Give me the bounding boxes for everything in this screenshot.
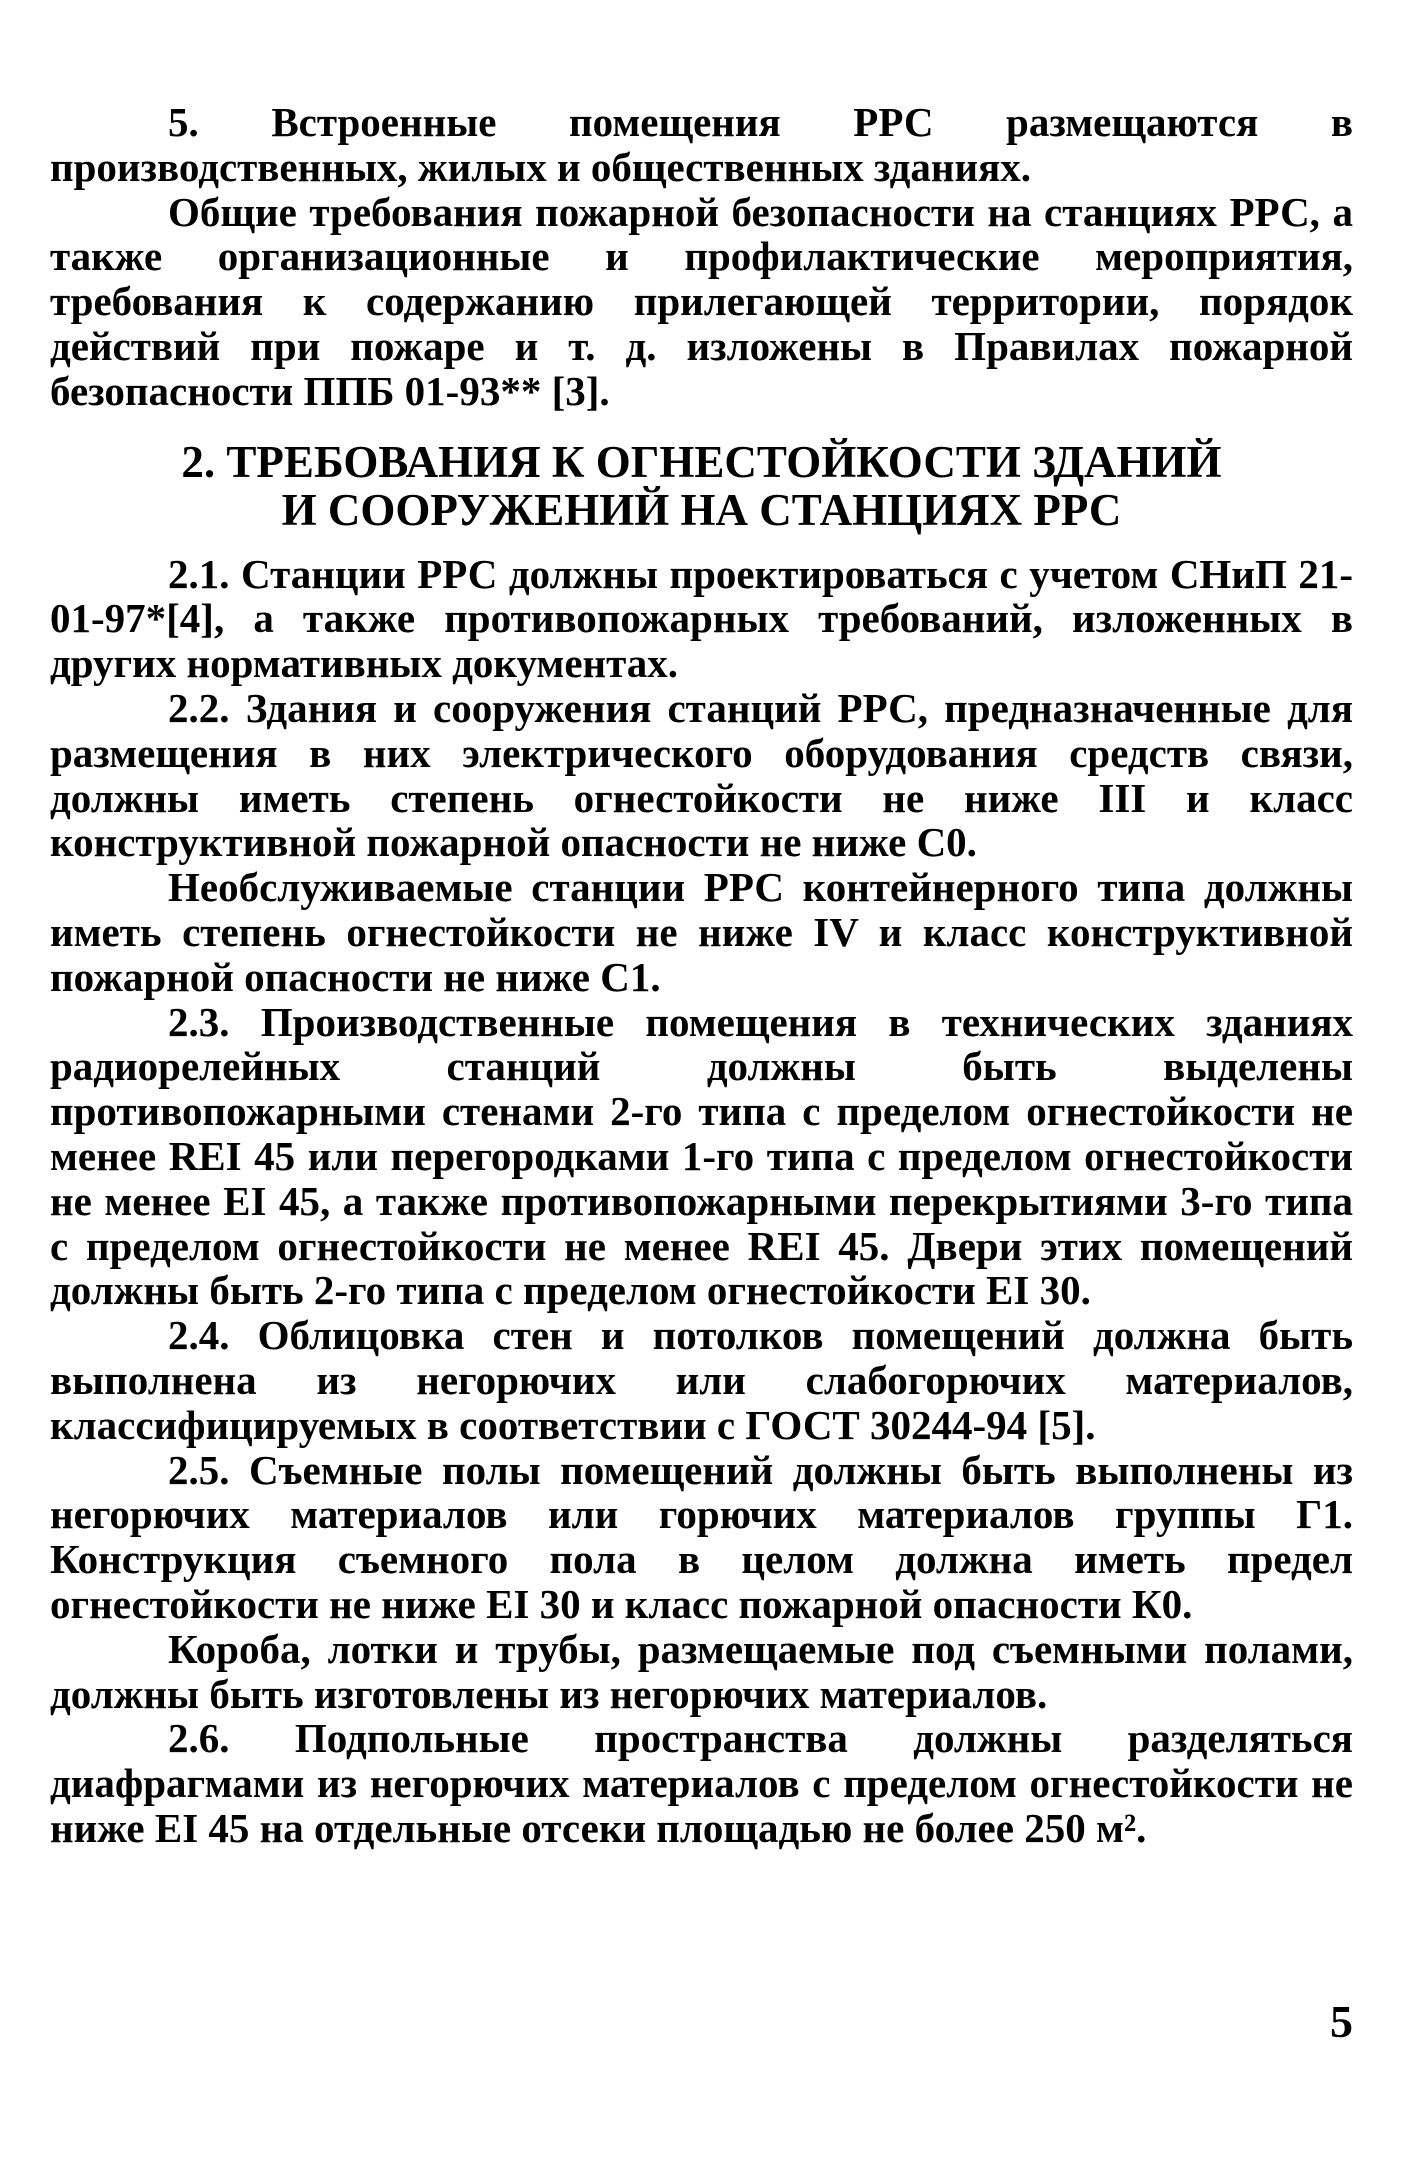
paragraph-general-requirements: Общие требования пожарной безопасности на станциях РРС, а также организационные и профилактические мероприятия, требования к содержанию прилегающей территории, порядок действий при пожаре и т. д. изложены в Правилах пожарной безопасности ППБ 01-93** [3].: [50, 188, 1353, 414]
section-heading-line-1: 2. ТРЕБОВАНИЯ К ОГНЕСТОЙКОСТИ ЗДАНИЙ: [181, 436, 1222, 487]
paragraph-2-6: 2.6. Подпольные пространства должны разделяться диафрагмами из негорючих материалов с пределом огнестойкости не ниже EI 45 на отдельные отсеки площадью не более 250 м².: [50, 1715, 1353, 1851]
paragraph-unattended-stations: Необслуживаемые станции РРС контейнерного типа должны иметь степень огнестойкости не ниже IV и класс конструктивной пожарной опасности не ниже С1.: [50, 864, 1353, 1000]
paragraph-cable-ducts: Короба, лотки и трубы, размещаемые под съемными полами, должны быть изготовлены из негорючих материалов.: [50, 1625, 1353, 1717]
section-heading-line-2: И СООРУЖЕНИЙ НА СТАНЦИЯХ РРС: [281, 484, 1122, 535]
paragraph-2-2: 2.2. Здания и сооружения станций РРС, предназначенные для размещения в них электрического оборудования средств связи, должны иметь степень огнестойкости не ниже III и класс конструктивной пожарной опасности не ниже С0.: [50, 684, 1353, 866]
paragraph-2-5: 2.5. Съемные полы помещений должны быть выполнены из негорючих материалов или горючих материалов группы Г1. Конструкция съемного пола в целом должна иметь предел огнестойкости не ниже EI 30 и класс пожарной опасности К0.: [50, 1446, 1353, 1627]
paragraph-2-3: 2.3. Производственные помещения в технических зданиях радиорелейных станций должны быть выделены противопожарными стенами 2-го типа с пределом огнестойкости не менее REI 45 или перегородками 1-го типа с пределом огнестойкости не менее EI 45, а также противопожарными перекрытиями 3-го типа с пределом огнестойкости не менее REI 45. Двери этих помещений должны быть 2-го типа с пределом огнестойкости EI 30.: [50, 998, 1353, 1314]
page-number: 5: [1330, 1996, 1353, 2047]
section-heading: [50, 438, 1353, 534]
paragraph-2-1: 2.1. Станции РРС должны проектироваться с учетом СНиП 21-01-97*[4], а также противопожарных требований, изложенных в других нормативных документах.: [50, 550, 1353, 687]
paragraph-2-4: 2.4. Облицовка стен и потолков помещений должна быть выполнена из негорючих или слабогорючих материалов, классифицируемых в соответствии с ГОСТ 30244-94 [5].: [50, 1312, 1353, 1448]
paragraph-5: 5. Встроенные помещения РРС размещаются в производственных, жилых и общественных зданиях.: [50, 99, 1353, 190]
